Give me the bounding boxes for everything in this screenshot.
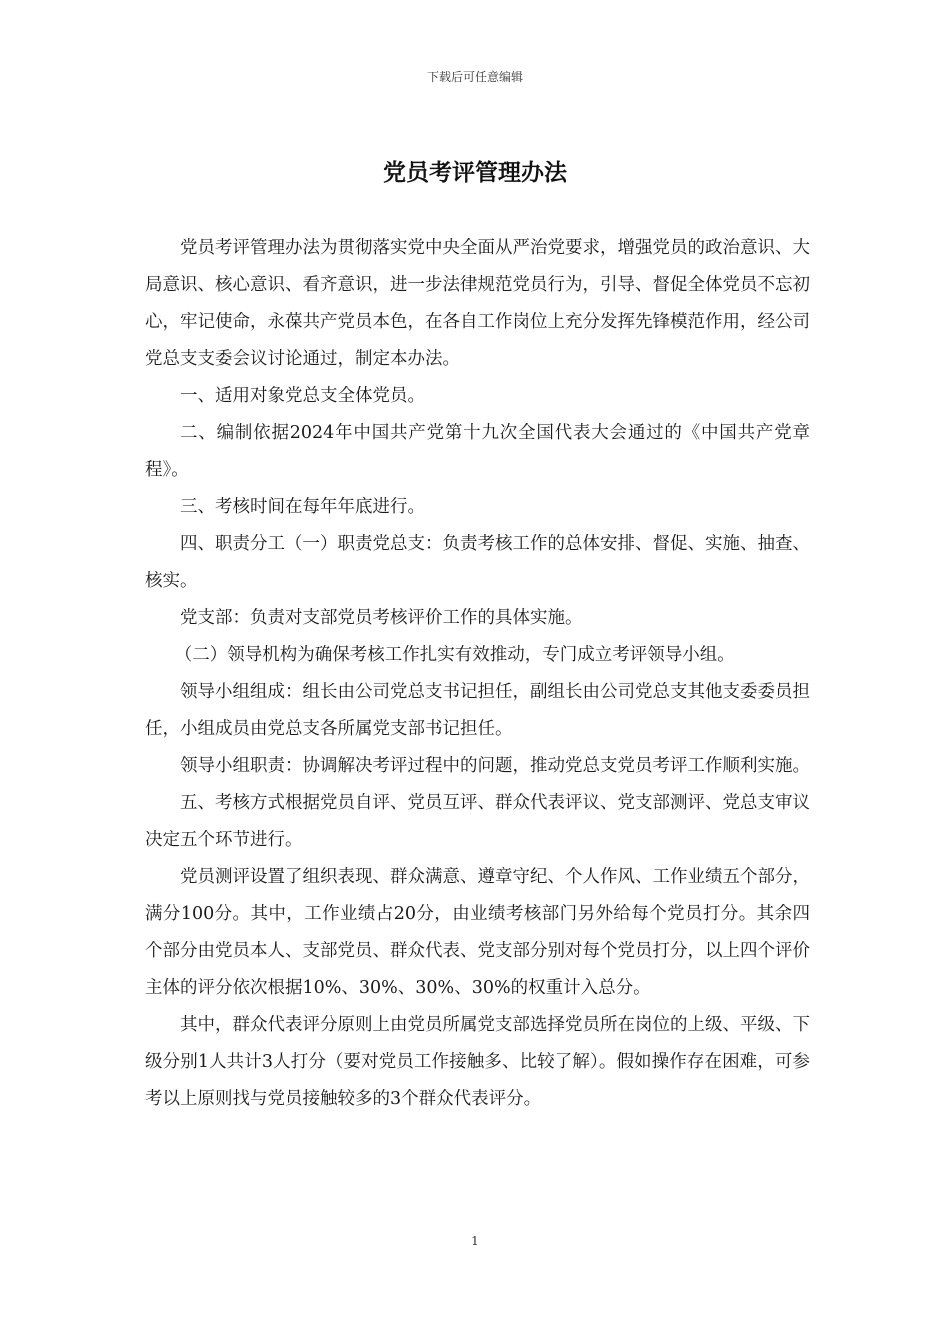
paragraph-assessment-method: 五、考核方式根据党员自评、党员互评、群众代表评议、党支部测评、党总支审议决定五个环节进行。: [145, 793, 810, 850]
document-body: [145, 230, 810, 1118]
paragraph-timing: 三、考核时间在每年年底进行。: [180, 497, 425, 517]
paragraph-branch-duties: 党支部：负责对支部党员考核评价工作的具体实施。: [180, 608, 583, 628]
header-note: 下载后可任意编辑: [426, 70, 523, 84]
paragraph-scoring: 党员测评设置了组织表现、群众满意、遵章守纪、个人作风、工作业绩五个部分，满分100分。其中，工作业绩占20分，由业绩考核部门另外给每个党员打分。其余四个部分由党员本人、支部党员、群众代表、党支部分别对每个党员打分，以上四个评价主体的评分依次根据10%、30%、30%、30%的权重计入总分。: [145, 867, 810, 998]
page-number: 1: [471, 1234, 479, 1248]
paragraph-leadership-duties: 领导小组职责：协调解决考评过程中的问题，推动党总支党员考评工作顺利实施。: [180, 756, 810, 776]
paragraph-intro: 党员考评管理办法为贯彻落实党中央全面从严治党要求，增强党员的政治意识、大局意识、核心意识、看齐意识，进一步法律规范党员行为，引导、督促全体党员不忘初心，牢记使命，永葆共产党员本色，在各自工作岗位上充分发挥先锋模范作用，经公司党总支支委会议讨论通过，制定本办法。: [145, 238, 810, 369]
paragraph-scope: 一、适用对象党总支全体党员。: [180, 386, 425, 406]
document-title: 党员考评管理办法: [383, 159, 567, 186]
paragraph-basis: 二、编制依据2024年中国共产党第十九次全国代表大会通过的《中国共产党章程》。: [145, 423, 810, 480]
paragraph-leadership-body: （二）领导机构为确保考核工作扎实有效推动，专门成立考评领导小组。: [174, 645, 735, 665]
paragraph-leadership-composition: 领导小组组成：组长由公司党总支书记担任，副组长由公司党总支其他支委委员担任，小组成员由党总支各所属党支部书记担任。: [145, 682, 810, 739]
paragraph-mass-representatives: 其中，群众代表评分原则上由党员所属党支部选择党员所在岗位的上级、平级、下级分别1人共计3人打分（要对党员工作接触多、比较了解）。假如操作存在困难，可参考以上原则找与党员接触较多的3个群众代表评分。: [145, 1015, 810, 1109]
paragraph-duties: 四、职责分工（一）职责党总支：负责考核工作的总体安排、督促、实施、抽查、核实。: [145, 534, 810, 591]
